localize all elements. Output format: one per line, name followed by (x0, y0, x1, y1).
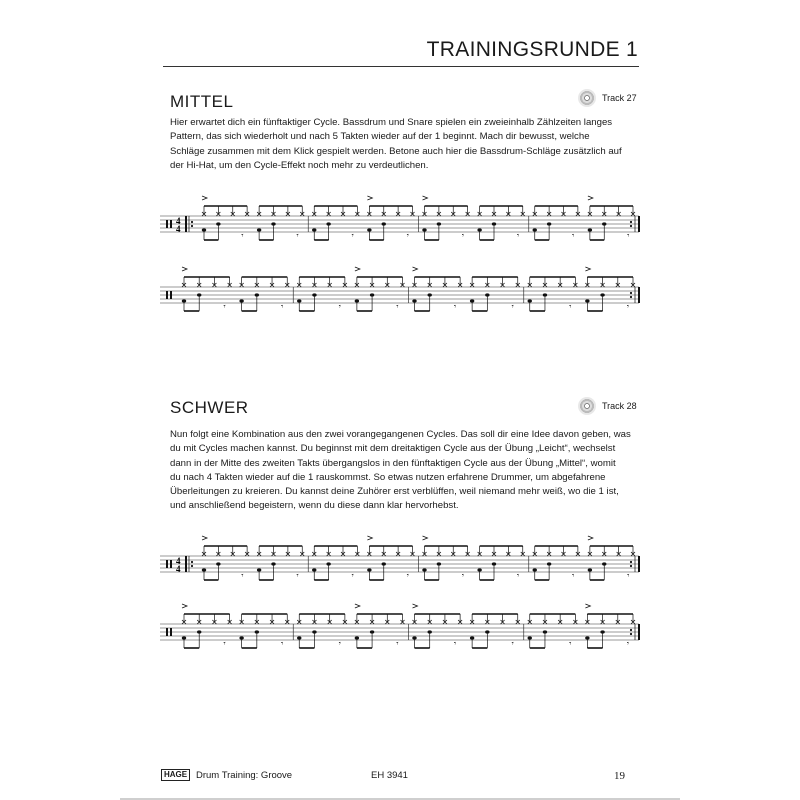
rest: 𝄾 (351, 231, 354, 240)
text-line: du nach 4 Takten wieder auf die 1 rauskommst. So etwas nutzen erfahrene Drummer, um abgefahrene (170, 471, 606, 483)
percussion-clef (166, 628, 168, 636)
rest: 𝄾 (281, 302, 284, 311)
rest: 𝄾 (454, 639, 457, 648)
time-signature-top: 4 (176, 556, 181, 566)
rest: 𝄾 (517, 571, 520, 580)
rest: 𝄾 (281, 639, 284, 648)
accent-mark (585, 604, 590, 608)
repeat-dot (630, 629, 632, 631)
rest: 𝄾 (406, 231, 409, 240)
time-signature-bottom: 4 (176, 564, 181, 574)
text-line: Pattern, das sich wiederholt und nach 5 Takten wieder auf der 1 beginnt. Mach dir bewusst, welche (170, 131, 590, 143)
accent-mark (423, 196, 428, 200)
rest: 𝄾 (572, 231, 575, 240)
rest: 𝄾 (517, 231, 520, 240)
accent-mark (182, 604, 187, 608)
repeat-dot (191, 565, 193, 567)
rest: 𝄾 (223, 302, 226, 311)
accent-mark (588, 536, 593, 540)
repeat-dot (191, 221, 193, 223)
percussion-clef (170, 220, 172, 228)
text-line: der Hi-Hat, um den Cycle-Effekt noch mehr zu verdeutlichen. (170, 159, 429, 171)
footer-series: Drum Training: Groove (196, 770, 293, 781)
percussion-clef (166, 291, 168, 299)
rest: 𝄾 (296, 231, 299, 240)
accent-mark (202, 196, 207, 200)
repeat-dot (630, 225, 632, 227)
accent-mark (413, 267, 418, 271)
repeat-dot (630, 292, 632, 294)
rest: 𝄾 (511, 639, 514, 648)
accent-mark (182, 267, 187, 271)
section-title-mittel: MITTEL (170, 92, 234, 111)
accent-mark (202, 536, 207, 540)
percussion-clef (170, 628, 172, 636)
track-label: Track 27 (602, 93, 637, 103)
rest: 𝄾 (338, 639, 341, 648)
rest: 𝄾 (461, 571, 465, 580)
repeat-dot (191, 561, 193, 563)
text-line: du mit Cycles machen kannst. Du beginnst mit dem dreitaktigen Cycle aus der Übung „Leicht“, wechselst (170, 443, 616, 455)
repeat-dot (630, 561, 632, 563)
rest: 𝄾 (627, 231, 630, 240)
rest: 𝄾 (454, 302, 457, 311)
text-line: und anschließend begeistern, wenn du diese dann klar hervorhebst. (170, 500, 459, 512)
rest: 𝄾 (396, 639, 399, 648)
rest: 𝄾 (569, 302, 572, 311)
section-title-schwer: SCHWER (170, 398, 249, 417)
percussion-clef (170, 291, 172, 299)
text-line: Nun folgt eine Kombination aus den zwei vorangegangenen Cycles. Das soll dir eine Idee davon geben, was (170, 429, 631, 440)
rest: 𝄾 (627, 571, 630, 580)
percussion-clef (170, 560, 172, 568)
repeat-dot (630, 633, 632, 635)
rest: 𝄾 (223, 639, 226, 648)
rest: 𝄾 (338, 302, 341, 311)
repeat-dot (630, 296, 632, 298)
text-line: Hier erwartet dich ein fünftaktiger Cycle. Bassdrum und Snare spielen ein zweieinhalb Zählzeiten langes (170, 117, 613, 128)
time-signature-bottom: 4 (176, 224, 181, 234)
rest: 𝄾 (351, 571, 354, 580)
rest: 𝄾 (511, 302, 514, 311)
rest: 𝄾 (241, 231, 244, 240)
time-signature-top: 4 (176, 216, 181, 226)
rest: 𝄾 (461, 231, 465, 240)
accent-mark (413, 604, 418, 608)
accent-mark (588, 196, 593, 200)
repeat-dot (630, 221, 632, 223)
text-line: Schläge zusammen mit dem Klick gespielt werden. Betone auch hier die Bassdrum-Schläge zusätzlich auf (170, 145, 622, 157)
page-number: 19 (614, 770, 625, 782)
rest: 𝄾 (572, 571, 575, 580)
rest: 𝄾 (296, 571, 299, 580)
publisher-logo: HAGE (161, 769, 190, 781)
rest: 𝄾 (626, 302, 630, 311)
rest: 𝄾 (626, 639, 630, 648)
accent-mark (367, 536, 372, 540)
repeat-dot (630, 565, 632, 567)
repeat-dot (191, 225, 193, 227)
percussion-clef (166, 220, 168, 228)
footer-catalog: EH 3941 (371, 770, 408, 781)
rest: 𝄾 (569, 639, 572, 648)
rest: 𝄾 (406, 571, 409, 580)
rest: 𝄾 (396, 302, 399, 311)
accent-mark (423, 536, 428, 540)
text-line: dann in der Mitte des zweiten Takts übergangslos in den fünftaktigen Cycle aus der Übung „Mittel“, womit (170, 457, 616, 469)
track-label: Track 28 (602, 401, 637, 411)
percussion-clef (166, 560, 168, 568)
text-line: Überleitungen zu kreieren. Du kannst deine Zuhörer erst verblüffen, weil niemand mehr weiß, wo die 1 ist, (170, 486, 619, 498)
accent-mark (367, 196, 372, 200)
rest: 𝄾 (241, 571, 244, 580)
accent-mark (355, 604, 360, 608)
chapter-title: TRAININGSRUNDE 1 (426, 38, 638, 61)
accent-mark (585, 267, 590, 271)
accent-mark (355, 267, 360, 271)
